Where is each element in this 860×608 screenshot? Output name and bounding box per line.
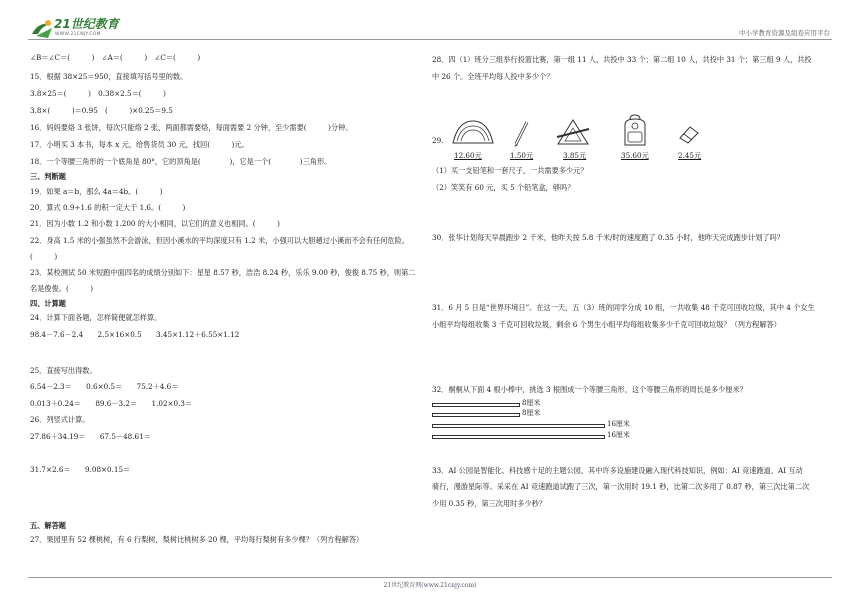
question-29: 29.: [432, 136, 444, 145]
question-26-row-1: 27.86＋34.19＝ 67.5－48.61＝: [30, 432, 151, 441]
question-21: 21．因为小数 1.2 和小数 1.200 的大小相同，以它们的意义也相同。( ): [30, 219, 280, 228]
question-15-b: 3.8×( )＝0.95 ( )×0.25＝9.5: [30, 106, 173, 115]
question-17: 17．小明买 3 本书，每本 x 元，给售货员 30 元，找回( )元。: [30, 140, 249, 149]
question-25-row-2: 0.013＋0.24＝ 89.6－3.2＝ 1.02×0.3＝: [30, 399, 193, 408]
header-divider: [28, 39, 832, 40]
stick-label: 8厘米: [522, 409, 541, 417]
question-18: 18．一个等腰三角形的一个底角是 80°，它的顶角是( )，它是一个( )三角形。: [30, 157, 332, 166]
question-30: 30．张华计划每天早晨跑步 2 千米，他昨天按 5.8 千米/时的速度跑了 0.35 小时，他昨天完成跑步计划了吗？: [432, 233, 784, 242]
eraser-icon: [678, 124, 700, 144]
price-pencil: 1.50元: [510, 151, 534, 160]
price-pencil-case: 12.60元: [454, 151, 482, 160]
stick-label: 16厘米: [607, 431, 630, 439]
question-29-part-1: （1）买一支铅笔和一套尺子，一共需要多少元？: [432, 166, 588, 175]
stick-label: 8厘米: [522, 399, 541, 407]
question-20: 20．算式 0.9÷1.6 的积一定大于 1.6。( ): [30, 203, 186, 212]
footer-text: 21世纪教育网(www.21cnjy.com): [383, 582, 477, 589]
footer-divider: [28, 577, 832, 578]
price-backpack: 35.60元: [621, 151, 649, 160]
pencil-case-icon: [450, 117, 496, 147]
question-22-blank: ( ): [30, 252, 58, 261]
question-22: 22．身高 1.5 米的小强虽然不会游泳，但因小溪水的平均深度只有 1.2 米，小强可以大胆趟过小溪而不会有任何危险。: [30, 236, 409, 245]
question-29-part-2: （2）笑笑有 60 元，买 5 个铅笔盒，够吗？: [432, 183, 575, 192]
stick-bar: [432, 403, 520, 407]
question-26-row-2: 31.7×2.6＝ 9.08×0.15＝: [30, 465, 131, 474]
question-19: 19．如果 a＝b，那么 4a＝4b。( ): [30, 187, 163, 196]
price-eraser: 2.45元: [678, 151, 702, 160]
ruler-set-icon: [555, 117, 591, 147]
stick-label: 16厘米: [607, 420, 630, 428]
question-31-cont: 小组平均每组收集 3 千克可回收垃圾，剩余 6 个男生小组平均每组收集多少千克可回收垃圾？（列方程解答）: [432, 320, 781, 329]
question-26: 26．列竖式计算。: [30, 415, 90, 424]
question-24-items: 98.4－7.6－2.4 2.5×16×0.5 3.45×1.12＋6.55×1.12: [30, 330, 240, 339]
question-24: 24．计算下面各题，怎样简便就怎样算。: [30, 313, 162, 322]
angle-answers: ∠B＝∠C＝( ) ∠A＝( ) ∠C＝( ): [30, 53, 201, 62]
section-4-title: 四、计算题: [30, 299, 66, 308]
stick-bar: [432, 424, 605, 428]
section-5-title: 五、解答题: [30, 521, 66, 530]
question-32: 32．桐桐从下面 4 根小棒中，挑选 3 根围成一个等腰三角形，这个等腰三角形的周长是多少厘米？: [432, 385, 747, 394]
price-ruler-set: 3.85元: [563, 151, 587, 160]
stick-bar: [432, 413, 520, 417]
backpack-icon: [619, 114, 651, 148]
question-28-cont: 中 26 个。全班平均每人投中多少个？: [432, 72, 554, 81]
question-15: 15．根据 38×25＝950，直接填写括号里的数。: [30, 72, 188, 81]
question-27: 27．果园里有 52 棵桃树，有 6 行梨树，梨树比桃树多 20 棵，平均每行梨树有多少棵？（列方程解答）: [30, 535, 364, 544]
question-28: 28．四（1）班分三组举行投篮比赛，第一组 11 人，共投中 33 个；第二组 10 人，共投中 31 个；第三组 9 人，共投: [432, 55, 812, 64]
pencil-icon: [512, 120, 530, 148]
question-31: 31．6 月 5 日是“世界环境日”。在这一天，五（3）班的同学分成 10 组，一共收集 48 千克可回收垃圾，其中 4 个女生: [432, 303, 815, 312]
question-16: 16．妈妈要烙 3 张饼，每次只能烙 2 张，两面都需要烙，每面需要 2 分钟，至少需要( )分钟。: [30, 123, 353, 132]
stick-bar: [432, 435, 605, 439]
question-23: 23．某校测试 50 米短跑中面四名的成绩分别如下：星星 8.57 秒，浩浩 8.24 秒，乐乐 9.00 秒，俊俊 8.75 秒，则第二: [30, 268, 416, 277]
question-33-cont-2: 少用 0.35 秒，第三次用时多少秒？: [432, 499, 547, 508]
question-23-cont: 名是俊俊。( ): [30, 284, 94, 293]
question-25-row-1: 6.54－2.3＝ 0.6×0.5＝ 75.2＋4.6＝: [30, 382, 179, 391]
question-33: 33．AI 公园是智能化、科技感十足的主题公园，其中许多设施建设融入现代科技知识，例如：AI 竞速跑道、AI 互动: [432, 466, 803, 475]
logo-subtitle: WWW.21CNJY.COM: [55, 32, 101, 37]
header-platform-name: 中小学教育资源及组卷应用平台: [739, 29, 830, 37]
logo-text: 21世纪教育: [54, 17, 119, 31]
section-3-title: 三、判断题: [30, 172, 66, 181]
question-25: 25．直接写出得数。: [30, 366, 97, 375]
question-33-cont-1: 骑行，漫游星际等。采采在 AI 竞速跑道试跑了三次，第一次用时 19.1 秒，比第二次多用了 0.87 秒，第三次比第二次: [432, 482, 810, 491]
question-15-a: 3.8×25＝( ) 0.38×2.5＝( ): [30, 89, 166, 98]
